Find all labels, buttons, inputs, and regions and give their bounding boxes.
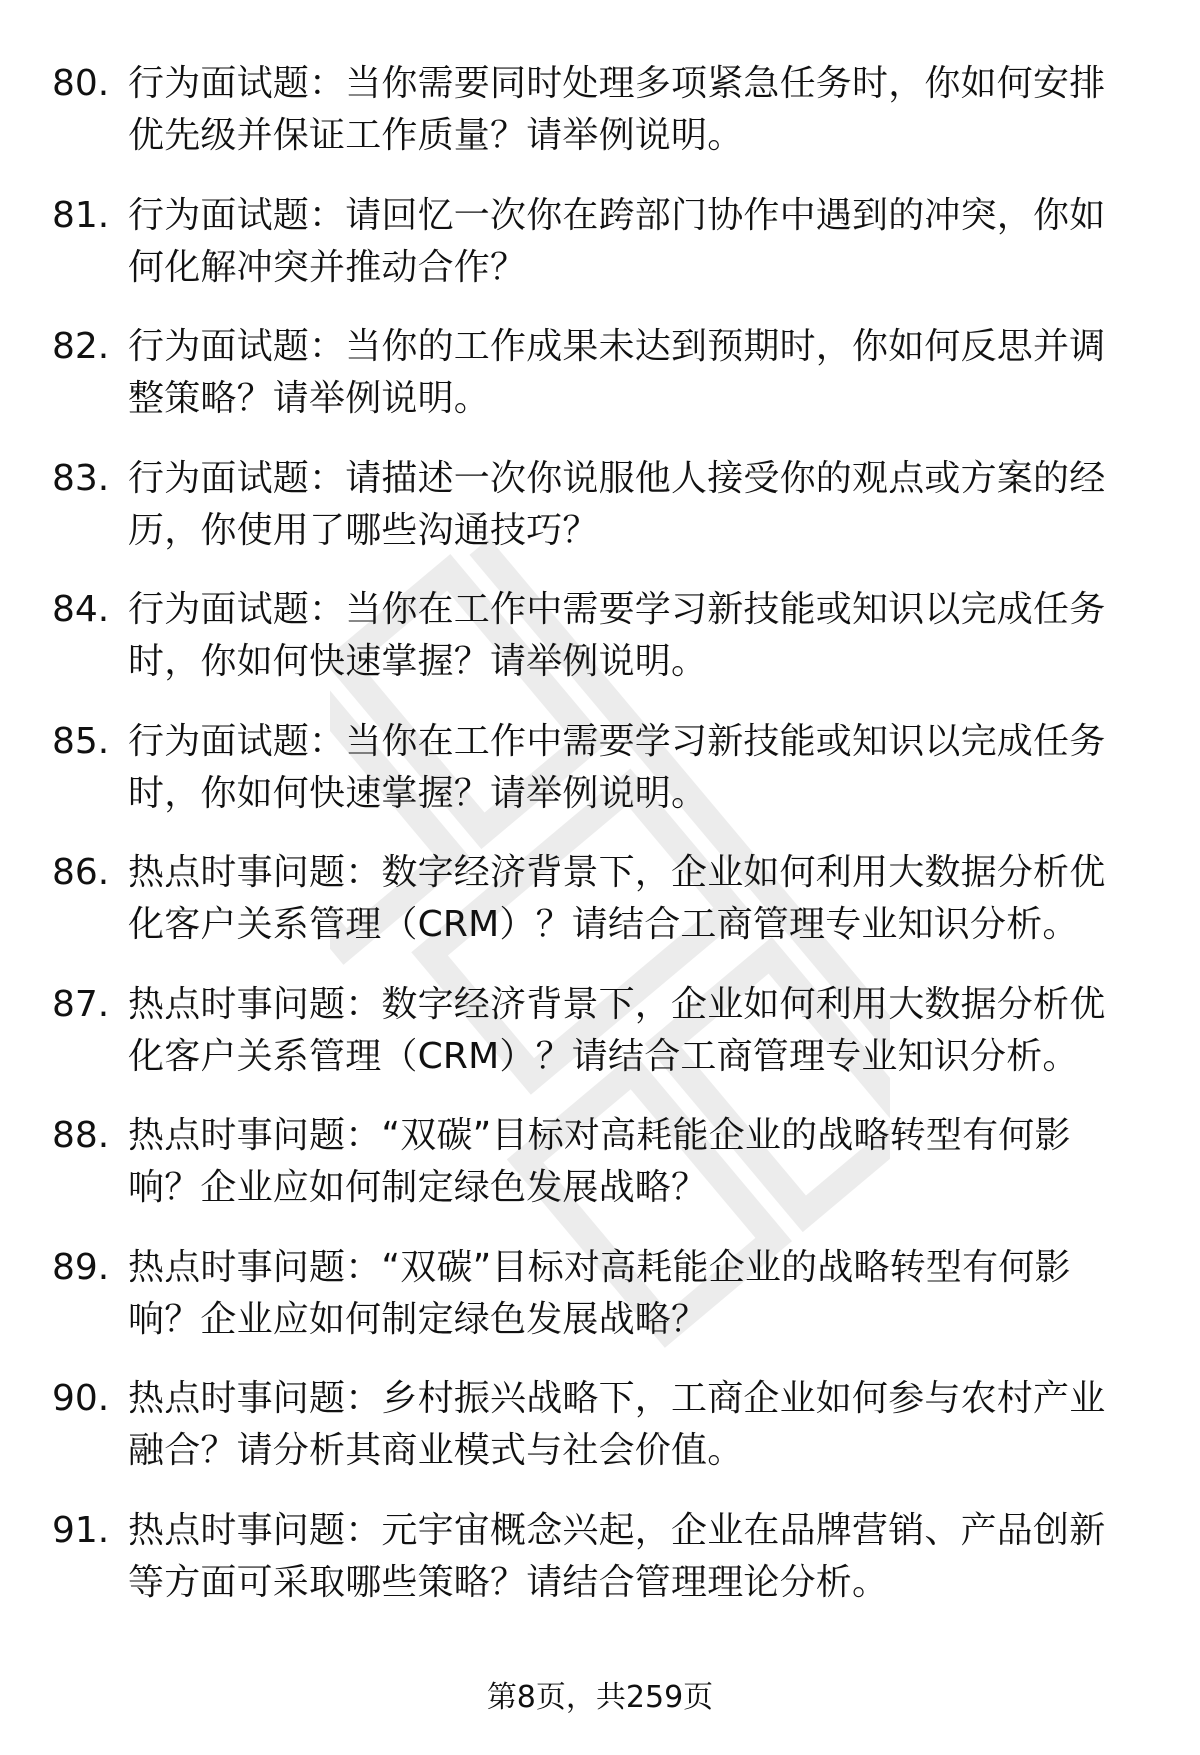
list-item xyxy=(0,321,1200,453)
list-item xyxy=(0,190,1200,322)
question-number: 83. xyxy=(52,457,110,499)
question-list xyxy=(0,58,1200,1636)
list-item xyxy=(0,1373,1200,1505)
question-text: 行为面试题：请描述一次你说服他人接受你的观点或方案的经历，你使用了哪些沟通技巧？ xyxy=(128,457,1106,551)
list-item xyxy=(0,979,1200,1111)
page-footer: 第8页，共259页 xyxy=(486,1680,714,1715)
question-number: 80. xyxy=(52,63,110,104)
list-item xyxy=(0,453,1200,585)
list-item xyxy=(0,716,1200,848)
question-text: 热点时事问题：数字经济背景下，企业如何利用大数据分析优化客户关系管理（CRM）？请结合工商管理专业知识分析。 xyxy=(128,852,1106,945)
question-number: 84. xyxy=(52,589,110,630)
question-text: 热点时事问题：乡村振兴战略下，工商企业如何参与农村产业融合？请分析其商业模式与社会价值。 xyxy=(128,1378,1106,1471)
question-text: 热点时事问题：“双碳”目标对高耗能企业的战略转型有何影响？企业应如何制定绿色发展战略？ xyxy=(128,1115,1071,1208)
list-item xyxy=(0,58,1200,190)
question-text: 热点时事问题：数字经济背景下，企业如何利用大数据分析优化客户关系管理（CRM）？请结合工商管理专业知识分析。 xyxy=(128,983,1106,1077)
question-text: 热点时事问题：“双碳”目标对高耗能企业的战略转型有何影响？企业应如何制定绿色发展战略？ xyxy=(128,1246,1071,1340)
question-number: 91. xyxy=(52,1509,110,1551)
list-item xyxy=(0,584,1200,716)
question-text: 行为面试题：当你的工作成果未达到预期时，你如何反思并调整策略？请举例说明。 xyxy=(128,326,1106,419)
question-number: 88. xyxy=(52,1115,110,1156)
question-text: 行为面试题：请回忆一次你在跨部门协作中遇到的冲突，你如何化解冲突并推动合作？ xyxy=(128,194,1106,288)
list-item xyxy=(0,847,1200,979)
list-item xyxy=(0,1242,1200,1374)
question-number: 89. xyxy=(52,1246,110,1288)
question-number: 82. xyxy=(52,326,110,367)
question-number: 87. xyxy=(52,983,110,1025)
question-text: 行为面试题：当你需要同时处理多项紧急任务时，你如何安排优先级并保证工作质量？请举例说明。 xyxy=(128,63,1106,156)
list-item xyxy=(0,1110,1200,1242)
question-number: 81. xyxy=(52,194,110,236)
question-text: 热点时事问题：元宇宙概念兴起，企业在品牌营销、产品创新等方面可采取哪些策略？请结合管理理论分析。 xyxy=(128,1509,1106,1603)
question-number: 90. xyxy=(52,1378,110,1419)
question-number: 86. xyxy=(52,852,110,893)
question-number: 85. xyxy=(52,720,110,762)
question-text: 行为面试题：当你在工作中需要学习新技能或知识以完成任务时，你如何快速掌握？请举例说明。 xyxy=(128,589,1106,682)
question-text: 行为面试题：当你在工作中需要学习新技能或知识以完成任务时，你如何快速掌握？请举例说明。 xyxy=(128,720,1106,814)
list-item xyxy=(0,1505,1200,1637)
